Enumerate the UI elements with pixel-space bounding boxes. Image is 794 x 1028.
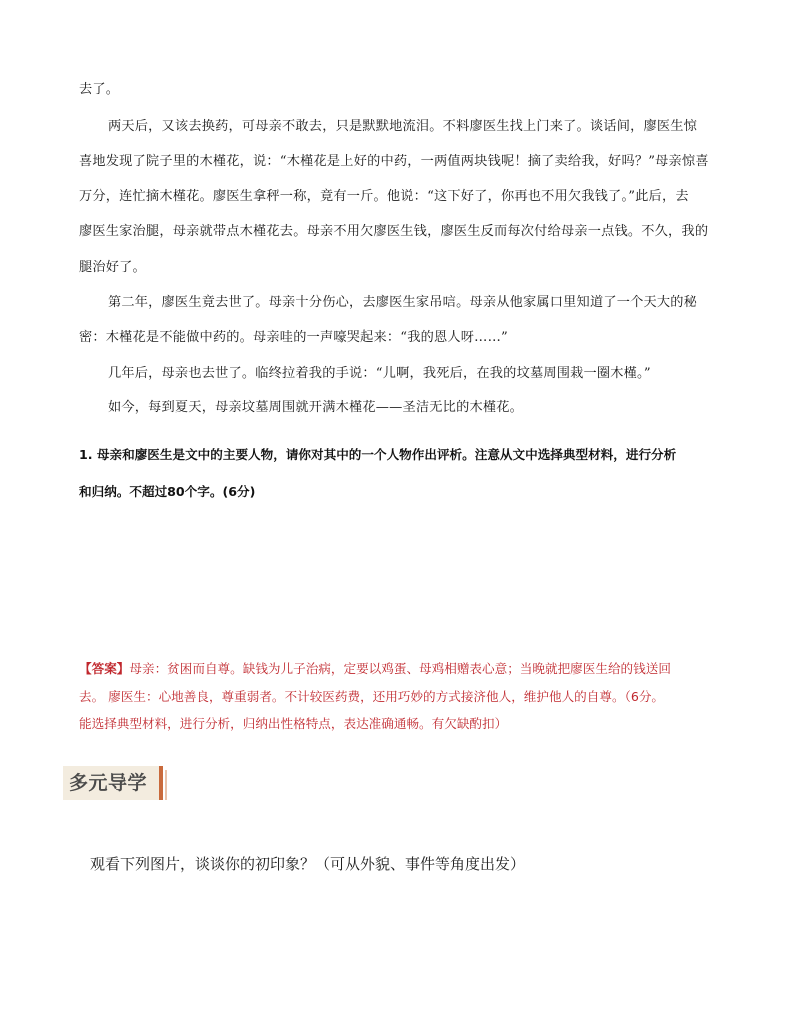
story-line: 喜地发现了院子里的木槿花，说：“木槿花是上好的中药，一两值两块钱呢！摘了卖给我，好吗？”母亲惊喜	[79, 154, 709, 169]
badge-shadow-edge	[165, 770, 167, 800]
story-line: 两天后，又该去换药，可母亲不敢去，只是默默地流泪。不料廖医生找上门来了。谈话间，廖医生惊	[108, 119, 698, 134]
story-line: 廖医生家治腿，母亲就带点木槿花去。母亲不用欠廖医生钱，廖医生反而每次付给母亲一点钱。不久，我的	[79, 224, 709, 239]
story-line: 如今，每到夏天，母亲坟墓周围就开满木槿花——圣洁无比的木槿花。	[108, 400, 524, 415]
answer-text: 母亲：贫困而自尊。缺钱为儿子治病，定要以鸡蛋、母鸡相赠表心意；当晚就把廖医生给的钱送回	[129, 661, 671, 676]
story-line: 第二年，廖医生竟去世了。母亲十分伤心，去廖医生家吊唁。母亲从他家属口里知道了一个天大的秘	[108, 295, 698, 310]
section-badge	[63, 766, 167, 800]
story-line: 万分，连忙摘木槿花。廖医生拿秤一称，竟有一斤。他说：“这下好了，你再也不用欠我钱了。”此后，去	[79, 189, 689, 204]
story-line: 去了。	[79, 82, 120, 97]
section-prompt: 观看下列图片，谈谈你的初印象？（可从外貌、事件等角度出发）	[90, 855, 526, 873]
story-line: 几年后，母亲也去世了。临终拉着我的手说：“儿啊，我死后，在我的坟墓周围栽一圈木槿。”	[108, 366, 651, 381]
answer-tag: 【答案】	[79, 661, 130, 676]
question-line: 和归纳。不超过80个字。(6分)	[79, 484, 256, 499]
answer-line	[79, 659, 729, 679]
answer-line: 能选择典型材料，进行分析，归纳出性格特点，表达准确通畅。有欠缺酌扣）	[79, 716, 508, 731]
question-line: 1. 母亲和廖医生是文中的主要人物，请你对其中的一个人物作出评析。注意从文中选择典型材料，进行分析	[79, 447, 677, 462]
answer-line: 去。 廖医生：心地善良，尊重弱者。不计较医药费，还用巧妙的方式接济他人，维护他人的自尊。（6分。	[79, 689, 665, 704]
section-title: 多元导学	[69, 772, 148, 794]
story-line: 腿治好了。	[79, 260, 146, 275]
story-line: 密：木槿花是不能做中药的。母亲哇的一声嚎哭起来：“我的恩人呀……”	[79, 330, 508, 345]
badge-accent-bar	[159, 766, 163, 800]
